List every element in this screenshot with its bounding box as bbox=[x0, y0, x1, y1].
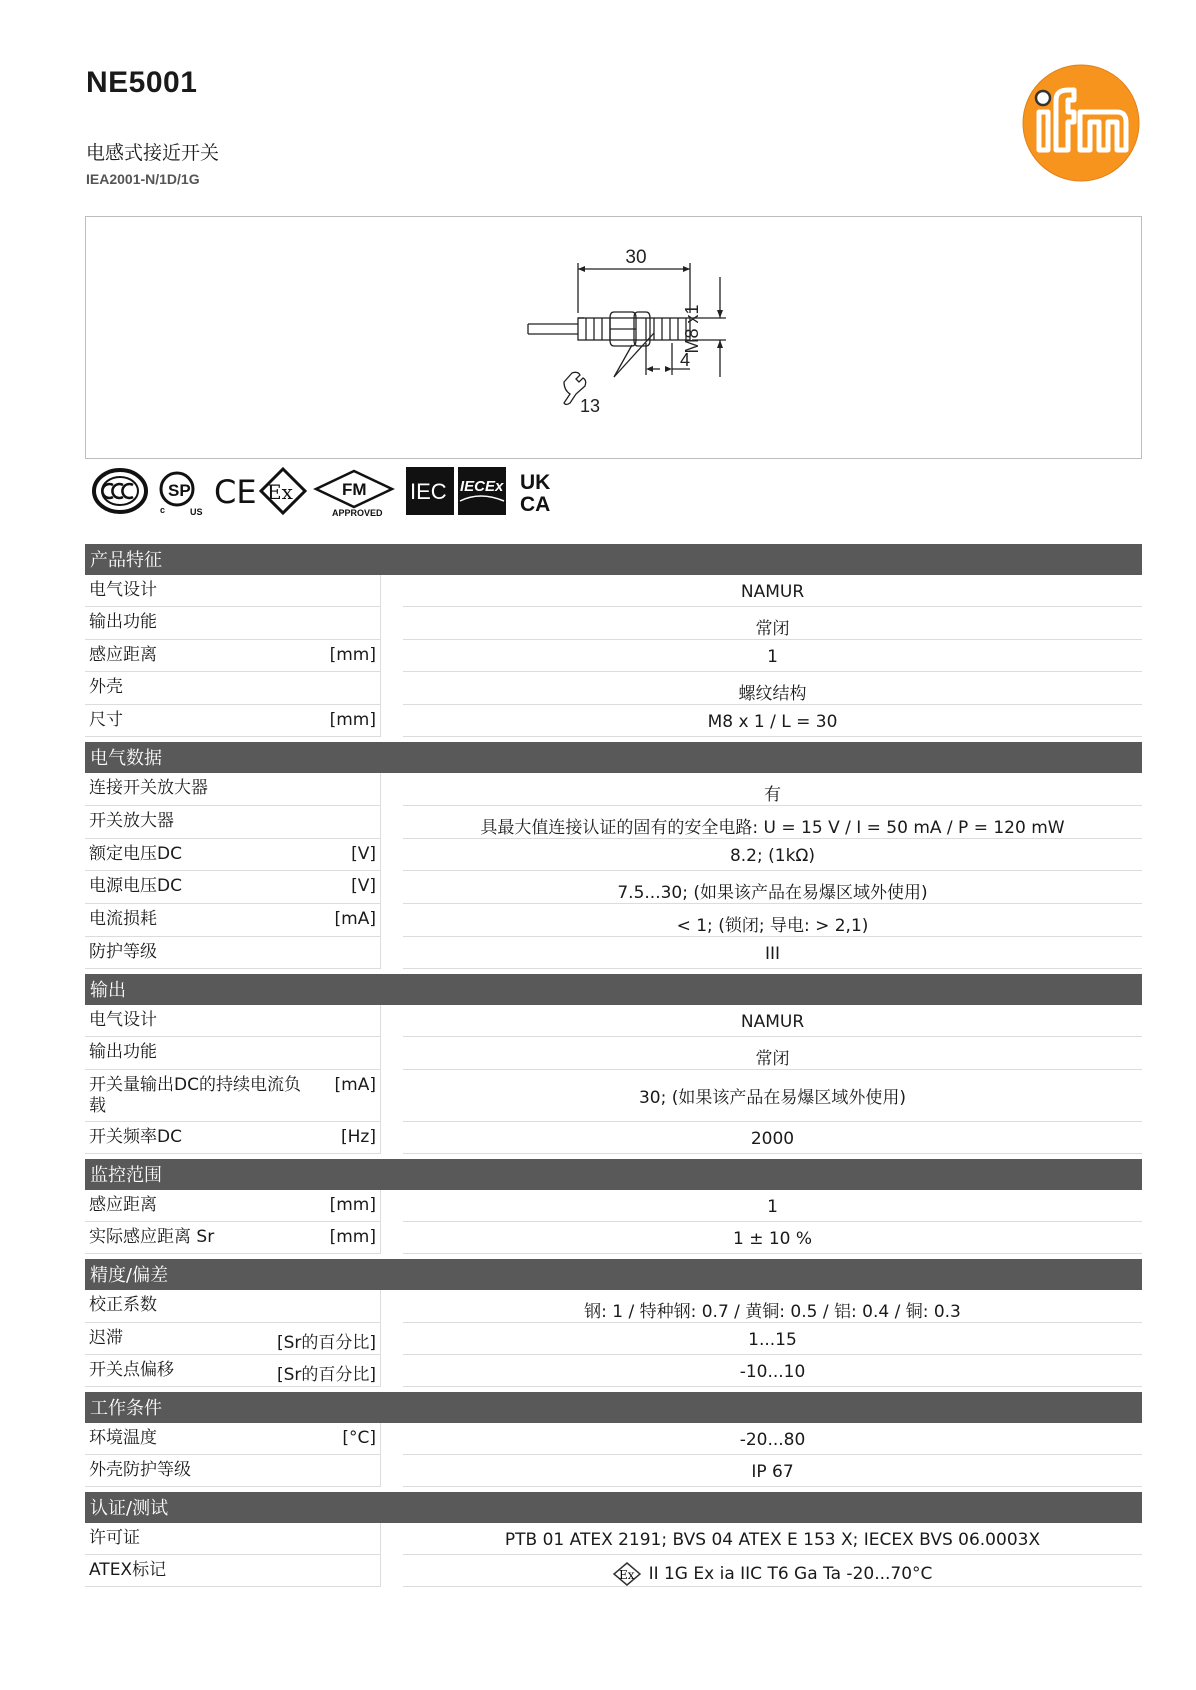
spec-label: 连接开关放大器 bbox=[89, 778, 208, 798]
section-header: 产品特征 bbox=[85, 544, 1142, 575]
spec-gap bbox=[381, 1070, 403, 1122]
spec-value-cell bbox=[403, 806, 1142, 839]
spec-label-cell bbox=[85, 672, 381, 705]
spec-value: III bbox=[764, 944, 781, 964]
spec-gap bbox=[381, 1005, 403, 1037]
spec-gap bbox=[381, 1455, 403, 1487]
spec-row bbox=[85, 1455, 1142, 1487]
ex-mark-icon bbox=[261, 469, 305, 513]
ce-mark-icon bbox=[214, 473, 257, 511]
spec-unit: [mm] bbox=[329, 645, 376, 665]
spec-value-cell bbox=[403, 839, 1142, 871]
spec-gap bbox=[381, 575, 403, 607]
section-header: 监控范围 bbox=[85, 1159, 1142, 1190]
section-header: 电气数据 bbox=[85, 742, 1142, 773]
spec-row bbox=[85, 1037, 1142, 1070]
ukca-mark-icon bbox=[520, 471, 550, 516]
spec-row bbox=[85, 937, 1142, 969]
spec-row bbox=[85, 1122, 1142, 1154]
spec-value-cell bbox=[403, 705, 1142, 737]
spec-gap bbox=[381, 1323, 403, 1355]
spec-label: 额定电压DC bbox=[89, 844, 182, 864]
spec-gap bbox=[381, 904, 403, 937]
product-code: IEA2001-N/1D/1G bbox=[86, 171, 200, 187]
section-header: 精度/偏差 bbox=[85, 1259, 1142, 1290]
spec-value: 螺纹结构 bbox=[738, 684, 807, 704]
spec-row bbox=[85, 672, 1142, 705]
spec-value-cell bbox=[403, 1455, 1142, 1487]
spec-label-cell bbox=[85, 1122, 381, 1154]
spec-value: 1 bbox=[767, 647, 778, 667]
spec-label: 迟滞 bbox=[89, 1328, 123, 1348]
spec-label: 校正系数 bbox=[89, 1295, 157, 1315]
section-header: 认证/测试 bbox=[85, 1492, 1142, 1523]
spec-label-cell bbox=[85, 839, 381, 871]
spec-label-cell bbox=[85, 937, 381, 969]
spec-label: 外壳防护等级 bbox=[89, 1460, 191, 1480]
spec-table bbox=[85, 544, 1142, 1587]
spec-row bbox=[85, 1423, 1142, 1455]
spec-label: 环境温度 bbox=[89, 1428, 157, 1448]
spec-value: -10...10 bbox=[739, 1362, 806, 1382]
spec-gap bbox=[381, 1037, 403, 1070]
spec-value: 7.5...30; (如果该产品在易爆区域外使用) bbox=[617, 883, 928, 903]
spec-value-cell bbox=[403, 607, 1142, 640]
svg-text:US: US bbox=[190, 507, 203, 517]
spec-gap bbox=[381, 806, 403, 839]
spec-value-cell bbox=[403, 937, 1142, 969]
spec-unit: [Hz] bbox=[341, 1127, 376, 1147]
spec-gap bbox=[381, 1290, 403, 1323]
spec-gap bbox=[381, 839, 403, 871]
spec-row bbox=[85, 773, 1142, 806]
spec-label-cell bbox=[85, 1037, 381, 1070]
spec-row bbox=[85, 607, 1142, 640]
spec-unit: [V] bbox=[351, 844, 376, 864]
spec-label: 开关点偏移 bbox=[89, 1360, 174, 1380]
spec-row bbox=[85, 1355, 1142, 1387]
spec-value-cell bbox=[403, 1005, 1142, 1037]
spec-row bbox=[85, 1005, 1142, 1037]
csa-us-mark-icon bbox=[160, 473, 203, 517]
spec-value: M8 x 1 / L = 30 bbox=[707, 712, 838, 732]
spec-row bbox=[85, 1070, 1142, 1122]
spec-value: 常闭 bbox=[755, 619, 790, 639]
spec-value-cell bbox=[403, 1323, 1142, 1355]
spec-label: 开关放大器 bbox=[89, 811, 174, 831]
spec-value-cell bbox=[403, 1290, 1142, 1323]
spec-unit: [mA] bbox=[334, 909, 376, 929]
spec-label: 开关量输出DC的持续电流负载 bbox=[89, 1075, 301, 1116]
svg-text:Ex: Ex bbox=[618, 1568, 635, 1582]
spec-unit: [°C] bbox=[342, 1428, 376, 1448]
spec-value-cell bbox=[403, 672, 1142, 705]
spec-unit: [mm] bbox=[329, 1195, 376, 1215]
spec-gap bbox=[381, 1190, 403, 1222]
spec-value: 有 bbox=[764, 785, 781, 805]
product-subtitle: 电感式接近开关 bbox=[86, 142, 220, 164]
ccc-mark-icon bbox=[94, 470, 146, 512]
spec-value: II 1G Ex ia IIC T6 Ga Ta -20...70°C bbox=[648, 1564, 933, 1584]
spec-label-cell bbox=[85, 640, 381, 672]
spec-value: 1...15 bbox=[748, 1330, 797, 1350]
spec-label-cell bbox=[85, 607, 381, 640]
spec-value-cell bbox=[403, 773, 1142, 806]
spec-label-cell bbox=[85, 1290, 381, 1323]
svg-text:CE: CE bbox=[214, 473, 257, 511]
section-header: 工作条件 bbox=[85, 1392, 1142, 1423]
iec-mark-icon bbox=[406, 467, 454, 515]
spec-row bbox=[85, 1555, 1142, 1587]
svg-text:UK: UK bbox=[520, 471, 551, 494]
spec-value: 钢: 1 / 特种钢: 0.7 / 黄铜: 0.5 / 铝: 0.4 / 铜: 0.3 bbox=[584, 1302, 961, 1322]
spec-value: 常闭 bbox=[755, 1049, 790, 1069]
spec-unit: [V] bbox=[351, 876, 376, 896]
spec-label-cell bbox=[85, 1523, 381, 1555]
svg-text:IEC: IEC bbox=[410, 479, 447, 504]
spec-gap bbox=[381, 1222, 403, 1254]
spec-label: ATEX标记 bbox=[89, 1560, 167, 1580]
spec-label-cell bbox=[85, 1355, 381, 1387]
spec-gap bbox=[381, 1423, 403, 1455]
dim-length-label: 30 bbox=[625, 247, 647, 268]
spec-label: 开关频率DC bbox=[89, 1127, 182, 1147]
spec-row bbox=[85, 705, 1142, 737]
spec-value: < 1; (锁闭; 导电: > 2,1) bbox=[676, 916, 869, 936]
spec-gap bbox=[381, 1555, 403, 1587]
spec-row bbox=[85, 904, 1142, 937]
spec-unit: [mm] bbox=[329, 710, 376, 730]
svg-text:IECEx: IECEx bbox=[460, 478, 504, 495]
spec-label: 尺寸 bbox=[89, 710, 123, 730]
spec-label: 实际感应距离 Sr bbox=[89, 1227, 215, 1247]
dimension-drawing bbox=[85, 216, 1142, 459]
spec-value-cell bbox=[403, 1190, 1142, 1222]
spec-label-cell bbox=[85, 773, 381, 806]
spec-row bbox=[85, 1190, 1142, 1222]
dim-small-label: 4 bbox=[680, 350, 691, 370]
spec-value: PTB 01 ATEX 2191; BVS 04 ATEX E 153 X; IECEX BVS 06.0003X bbox=[504, 1530, 1041, 1550]
spec-unit: [Sr的百分比] bbox=[276, 1333, 376, 1353]
spec-value: 2000 bbox=[750, 1129, 795, 1149]
spec-label: 感应距离 bbox=[89, 1195, 157, 1215]
dim-wrench-label: 13 bbox=[580, 396, 601, 416]
ifm-logo bbox=[1022, 64, 1140, 182]
spec-value-cell bbox=[403, 1555, 1142, 1587]
spec-row bbox=[85, 1222, 1142, 1254]
spec-label-cell bbox=[85, 705, 381, 737]
spec-row bbox=[85, 1290, 1142, 1323]
spec-value-cell bbox=[403, 904, 1142, 937]
spec-row bbox=[85, 640, 1142, 672]
spec-label-cell bbox=[85, 1423, 381, 1455]
spec-label: 感应距离 bbox=[89, 645, 157, 665]
spec-row bbox=[85, 839, 1142, 871]
spec-value-cell bbox=[403, 1523, 1142, 1555]
spec-label: 电源电压DC bbox=[89, 876, 182, 896]
spec-value: NAMUR bbox=[740, 582, 805, 602]
spec-value-cell bbox=[403, 1222, 1142, 1254]
spec-label: 电气设计 bbox=[89, 1010, 157, 1030]
svg-text:FM: FM bbox=[342, 480, 367, 499]
spec-gap bbox=[381, 672, 403, 705]
spec-value: 1 ± 10 % bbox=[732, 1229, 813, 1249]
spec-label: 许可证 bbox=[89, 1528, 140, 1548]
spec-row bbox=[85, 871, 1142, 904]
spec-label: 电流损耗 bbox=[89, 909, 157, 929]
spec-value-cell bbox=[403, 871, 1142, 904]
spec-gap bbox=[381, 640, 403, 672]
section-header: 输出 bbox=[85, 974, 1142, 1005]
certification-marks bbox=[90, 463, 610, 519]
spec-label-cell bbox=[85, 1455, 381, 1487]
spec-label-cell bbox=[85, 1222, 381, 1254]
spec-value-cell bbox=[403, 1355, 1142, 1387]
spec-value-cell bbox=[403, 1122, 1142, 1154]
iecex-mark-icon bbox=[458, 467, 506, 515]
product-title: NE5001 bbox=[86, 66, 198, 99]
spec-label-cell bbox=[85, 1555, 381, 1587]
spec-value: -20...80 bbox=[739, 1430, 806, 1450]
spec-label: 防护等级 bbox=[89, 942, 157, 962]
spec-value: NAMUR bbox=[740, 1012, 805, 1032]
spec-gap bbox=[381, 1523, 403, 1555]
spec-value-cell bbox=[403, 640, 1142, 672]
spec-label-cell bbox=[85, 1005, 381, 1037]
spec-row bbox=[85, 1323, 1142, 1355]
spec-value-cell bbox=[403, 1037, 1142, 1070]
spec-value: 8.2; (1kΩ) bbox=[729, 846, 816, 866]
spec-value: IP 67 bbox=[751, 1462, 794, 1482]
spec-label-cell bbox=[85, 871, 381, 904]
spec-unit: [mA] bbox=[334, 1075, 376, 1095]
svg-text:CA: CA bbox=[520, 493, 551, 516]
ex-mark-icon bbox=[613, 1562, 641, 1586]
spec-value-cell bbox=[403, 575, 1142, 607]
spec-gap bbox=[381, 607, 403, 640]
spec-row bbox=[85, 806, 1142, 839]
spec-label: 输出功能 bbox=[89, 612, 157, 632]
spec-row bbox=[85, 575, 1142, 607]
spec-value: 1 bbox=[767, 1197, 778, 1217]
spec-label-cell bbox=[85, 575, 381, 607]
spec-label: 外壳 bbox=[89, 677, 123, 697]
svg-text:APPROVED: APPROVED bbox=[332, 508, 383, 518]
svg-text:SP: SP bbox=[168, 481, 191, 500]
spec-value-cell bbox=[403, 1070, 1142, 1122]
spec-label: 输出功能 bbox=[89, 1042, 157, 1062]
dim-thread-label: M8 x1 bbox=[682, 304, 702, 354]
spec-gap bbox=[381, 705, 403, 737]
spec-unit: [mm] bbox=[329, 1227, 376, 1247]
spec-label-cell bbox=[85, 1190, 381, 1222]
page-bottom-margin bbox=[85, 1590, 1142, 1690]
fm-approved-icon bbox=[316, 471, 392, 518]
spec-label-cell bbox=[85, 1323, 381, 1355]
spec-gap bbox=[381, 1122, 403, 1154]
spec-gap bbox=[381, 1355, 403, 1387]
spec-label: 电气设计 bbox=[89, 580, 157, 600]
spec-label-cell bbox=[85, 904, 381, 937]
svg-text:c: c bbox=[160, 505, 166, 515]
spec-label-cell bbox=[85, 1070, 381, 1122]
spec-value: 具最大值连接认证的固有的安全电路: U = 15 V / I = 50 mA / P = 120 mW bbox=[480, 818, 1065, 838]
spec-row bbox=[85, 1523, 1142, 1555]
spec-gap bbox=[381, 937, 403, 969]
spec-gap bbox=[381, 773, 403, 806]
spec-value-cell bbox=[403, 1423, 1142, 1455]
spec-gap bbox=[381, 871, 403, 904]
spec-value: 30; (如果该产品在易爆区域外使用) bbox=[638, 1088, 907, 1108]
spec-label-cell bbox=[85, 806, 381, 839]
spec-unit: [Sr的百分比] bbox=[276, 1365, 376, 1385]
svg-text:Ex: Ex bbox=[267, 480, 293, 504]
